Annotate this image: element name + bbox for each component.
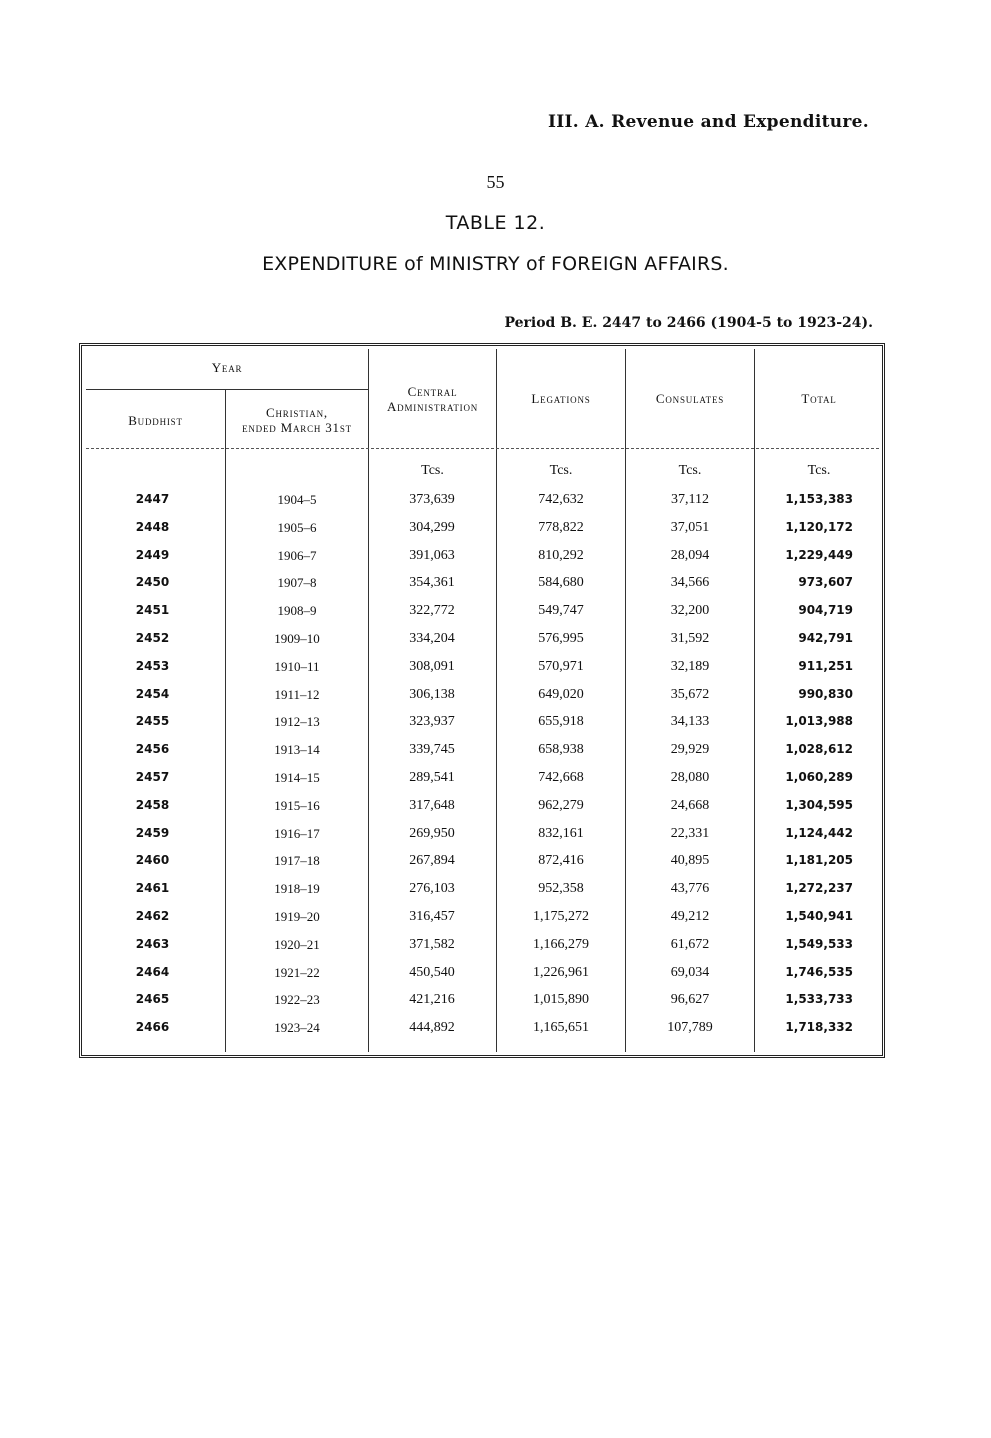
cell-central-administration: 322,772 xyxy=(409,603,455,619)
cell-consulates: 31,592 xyxy=(670,631,710,646)
table-row xyxy=(0,520,991,548)
cell-central-administration: 276,103 xyxy=(409,881,455,897)
cell-legations: 649,020 xyxy=(538,686,584,702)
rule-under-year xyxy=(86,389,368,390)
cell-consulates: 37,112 xyxy=(671,492,709,507)
cell-consulates: 34,133 xyxy=(670,714,710,730)
cell-christian: 1908–9 xyxy=(277,603,317,619)
cell-legations: 810,292 xyxy=(538,547,584,563)
cell-consulates: 61,672 xyxy=(670,936,710,952)
cell-total: 1,028,612 xyxy=(785,742,853,757)
unit-total: Tcs. xyxy=(807,463,831,478)
cell-legations: 658,938 xyxy=(538,742,584,758)
cell-buddhist: 2452 xyxy=(135,631,170,645)
cell-buddhist: 2459 xyxy=(135,825,170,840)
cell-christian: 1909–10 xyxy=(274,631,320,646)
cell-total: 1,718,332 xyxy=(785,1020,853,1035)
cell-central-administration: 354,361 xyxy=(409,575,455,591)
cell-buddhist: 2457 xyxy=(135,770,170,784)
table-row xyxy=(0,631,991,659)
cell-central-administration: 317,648 xyxy=(409,797,455,813)
cell-consulates: 34,566 xyxy=(670,575,710,591)
table-row xyxy=(0,770,991,798)
cell-legations: 1,175,272 xyxy=(533,909,589,924)
cell-christian: 1923–24 xyxy=(274,1020,320,1036)
table-row xyxy=(0,603,991,631)
cell-central-administration: 308,091 xyxy=(409,658,455,674)
header-central-administration xyxy=(369,384,496,414)
table-row xyxy=(0,853,991,881)
cell-christian: 1914–15 xyxy=(274,770,320,785)
cell-total: 1,746,535 xyxy=(785,964,853,979)
table-row xyxy=(0,992,991,1020)
period-caption: Period B. E. 2447 to 2466 (1904-5 to 1923-24). xyxy=(504,315,873,331)
cell-legations: 549,747 xyxy=(538,603,584,619)
cell-christian: 1911–12 xyxy=(274,686,320,702)
cell-christian: 1922–23 xyxy=(274,992,320,1008)
table-row xyxy=(0,575,991,603)
cell-total: 942,791 xyxy=(798,631,853,645)
table-row xyxy=(0,937,991,965)
cell-central-administration: 304,299 xyxy=(409,519,455,535)
cell-consulates: 28,080 xyxy=(670,770,710,785)
table-row xyxy=(0,714,991,742)
cell-christian: 1921–22 xyxy=(274,964,320,980)
cell-legations: 832,161 xyxy=(538,825,584,841)
cell-legations: 1,015,890 xyxy=(533,992,589,1008)
cell-legations: 1,226,961 xyxy=(533,964,589,980)
cell-buddhist: 2461 xyxy=(135,881,170,896)
cell-legations: 584,680 xyxy=(538,575,584,591)
cell-buddhist: 2449 xyxy=(135,547,170,562)
unit-legations: Tcs. xyxy=(549,463,573,478)
cell-consulates: 22,331 xyxy=(670,825,710,841)
unit-consulates: Tcs. xyxy=(678,463,702,478)
table-row xyxy=(0,742,991,770)
header-christian xyxy=(226,405,368,435)
table-row xyxy=(0,548,991,576)
header-year: Year xyxy=(211,360,243,375)
section-heading: III. A. Revenue and Expenditure. xyxy=(548,112,869,132)
cell-central-administration: 444,892 xyxy=(409,1020,455,1036)
header-consulates: Consulates xyxy=(655,391,725,406)
cell-buddhist: 2462 xyxy=(135,909,170,923)
cell-central-administration: 371,582 xyxy=(409,936,455,952)
cell-consulates: 29,929 xyxy=(670,742,710,758)
cell-legations: 952,358 xyxy=(538,881,584,897)
header-central-line1: Central xyxy=(407,384,458,399)
cell-total: 1,549,533 xyxy=(785,936,853,951)
cell-consulates: 43,776 xyxy=(670,881,710,897)
cell-consulates: 69,034 xyxy=(670,964,710,980)
cell-consulates: 96,627 xyxy=(670,992,710,1008)
cell-central-administration: 391,063 xyxy=(409,547,455,563)
cell-buddhist: 2465 xyxy=(135,992,170,1007)
cell-consulates: 28,094 xyxy=(670,547,710,563)
cell-consulates: 37,051 xyxy=(670,519,710,535)
cell-christian: 1915–16 xyxy=(274,797,320,813)
table-row xyxy=(0,1020,991,1048)
cell-central-administration: 421,216 xyxy=(409,992,455,1008)
cell-christian: 1912–13 xyxy=(274,714,320,730)
cell-central-administration: 269,950 xyxy=(409,825,455,841)
cell-legations: 962,279 xyxy=(538,797,584,813)
cell-total: 904,719 xyxy=(798,603,853,618)
cell-total: 1,013,988 xyxy=(785,714,853,729)
table-title: EXPENDITURE of MINISTRY of FOREIGN AFFAIRS. xyxy=(262,253,729,275)
cell-total: 1,124,442 xyxy=(785,825,853,840)
table-row xyxy=(0,492,991,520)
cell-christian: 1913–14 xyxy=(274,742,320,758)
cell-buddhist: 2464 xyxy=(135,964,170,979)
cell-buddhist: 2460 xyxy=(135,853,170,868)
cell-buddhist: 2466 xyxy=(135,1020,170,1035)
cell-christian: 1905–6 xyxy=(277,519,317,535)
table-row xyxy=(0,826,991,854)
header-christian-line1: Christian, xyxy=(266,405,328,420)
cell-total: 1,540,941 xyxy=(785,909,853,923)
cell-central-administration: 450,540 xyxy=(409,964,455,980)
cell-total: 1,120,172 xyxy=(785,519,853,534)
table-row xyxy=(0,687,991,715)
cell-total: 1,153,383 xyxy=(785,492,853,506)
cell-buddhist: 2448 xyxy=(135,519,170,534)
unit-central: Tcs. xyxy=(421,463,444,478)
cell-consulates: 40,895 xyxy=(670,853,710,869)
cell-total: 911,251 xyxy=(798,658,853,673)
cell-christian: 1919–20 xyxy=(274,909,320,924)
cell-total: 1,181,205 xyxy=(785,853,853,868)
cell-total: 1,304,595 xyxy=(785,797,853,812)
cell-consulates: 35,672 xyxy=(670,686,710,702)
cell-total: 973,607 xyxy=(798,575,853,590)
cell-central-administration: 306,138 xyxy=(409,686,455,702)
cell-consulates: 32,200 xyxy=(670,603,710,619)
cell-buddhist: 2450 xyxy=(135,575,170,590)
cell-legations: 872,416 xyxy=(538,853,584,869)
cell-consulates: 24,668 xyxy=(670,797,710,813)
cell-christian: 1910–11 xyxy=(274,658,320,674)
cell-legations: 742,632 xyxy=(538,492,584,507)
cell-consulates: 107,789 xyxy=(667,1020,713,1036)
cell-christian: 1904–5 xyxy=(277,492,317,507)
cell-legations: 576,995 xyxy=(538,631,584,646)
rule-under-header xyxy=(86,448,879,449)
cell-buddhist: 2463 xyxy=(135,936,170,951)
cell-consulates: 32,189 xyxy=(670,658,710,674)
cell-central-administration: 339,745 xyxy=(409,742,455,758)
cell-buddhist: 2447 xyxy=(135,492,170,506)
header-buddhist: Buddhist xyxy=(128,413,183,428)
cell-legations: 655,918 xyxy=(538,714,584,730)
cell-total: 990,830 xyxy=(798,686,853,701)
cell-legations: 1,165,651 xyxy=(533,1020,589,1036)
cell-consulates: 49,212 xyxy=(670,909,710,924)
cell-central-administration: 316,457 xyxy=(409,909,455,924)
header-total: Total xyxy=(801,391,837,406)
header-legations: Legations xyxy=(531,391,591,406)
cell-christian: 1906–7 xyxy=(277,547,317,563)
header-central-line2: Administration xyxy=(386,399,479,414)
cell-legations: 570,971 xyxy=(538,658,584,674)
cell-central-administration: 289,541 xyxy=(409,770,455,785)
cell-buddhist: 2456 xyxy=(135,742,170,757)
cell-total: 1,533,733 xyxy=(785,992,853,1007)
cell-buddhist: 2453 xyxy=(135,658,170,673)
cell-buddhist: 2451 xyxy=(135,603,170,618)
table-row xyxy=(0,909,991,937)
cell-christian: 1917–18 xyxy=(274,853,320,869)
page-number: 55 xyxy=(486,172,505,192)
cell-total: 1,229,449 xyxy=(785,547,853,562)
cell-legations: 1,166,279 xyxy=(533,936,589,952)
cell-central-administration: 373,639 xyxy=(409,492,455,507)
table-row xyxy=(0,659,991,687)
cell-central-administration: 323,937 xyxy=(409,714,455,730)
table-row xyxy=(0,881,991,909)
table-number: TABLE 12. xyxy=(445,212,546,234)
cell-christian: 1907–8 xyxy=(277,575,317,591)
cell-buddhist: 2454 xyxy=(135,686,170,701)
cell-buddhist: 2458 xyxy=(135,797,170,812)
table-row xyxy=(0,965,991,993)
cell-total: 1,272,237 xyxy=(785,881,853,896)
cell-christian: 1916–17 xyxy=(274,825,320,841)
cell-legations: 742,668 xyxy=(538,770,584,785)
header-christian-line2: ended March 31st xyxy=(242,420,352,435)
table-row xyxy=(0,798,991,826)
cell-christian: 1920–21 xyxy=(274,936,320,952)
cell-buddhist: 2455 xyxy=(135,714,170,729)
cell-central-administration: 267,894 xyxy=(409,853,455,869)
cell-legations: 778,822 xyxy=(538,519,584,535)
cell-total: 1,060,289 xyxy=(785,770,853,784)
cell-central-administration: 334,204 xyxy=(409,631,455,646)
cell-christian: 1918–19 xyxy=(274,881,320,897)
